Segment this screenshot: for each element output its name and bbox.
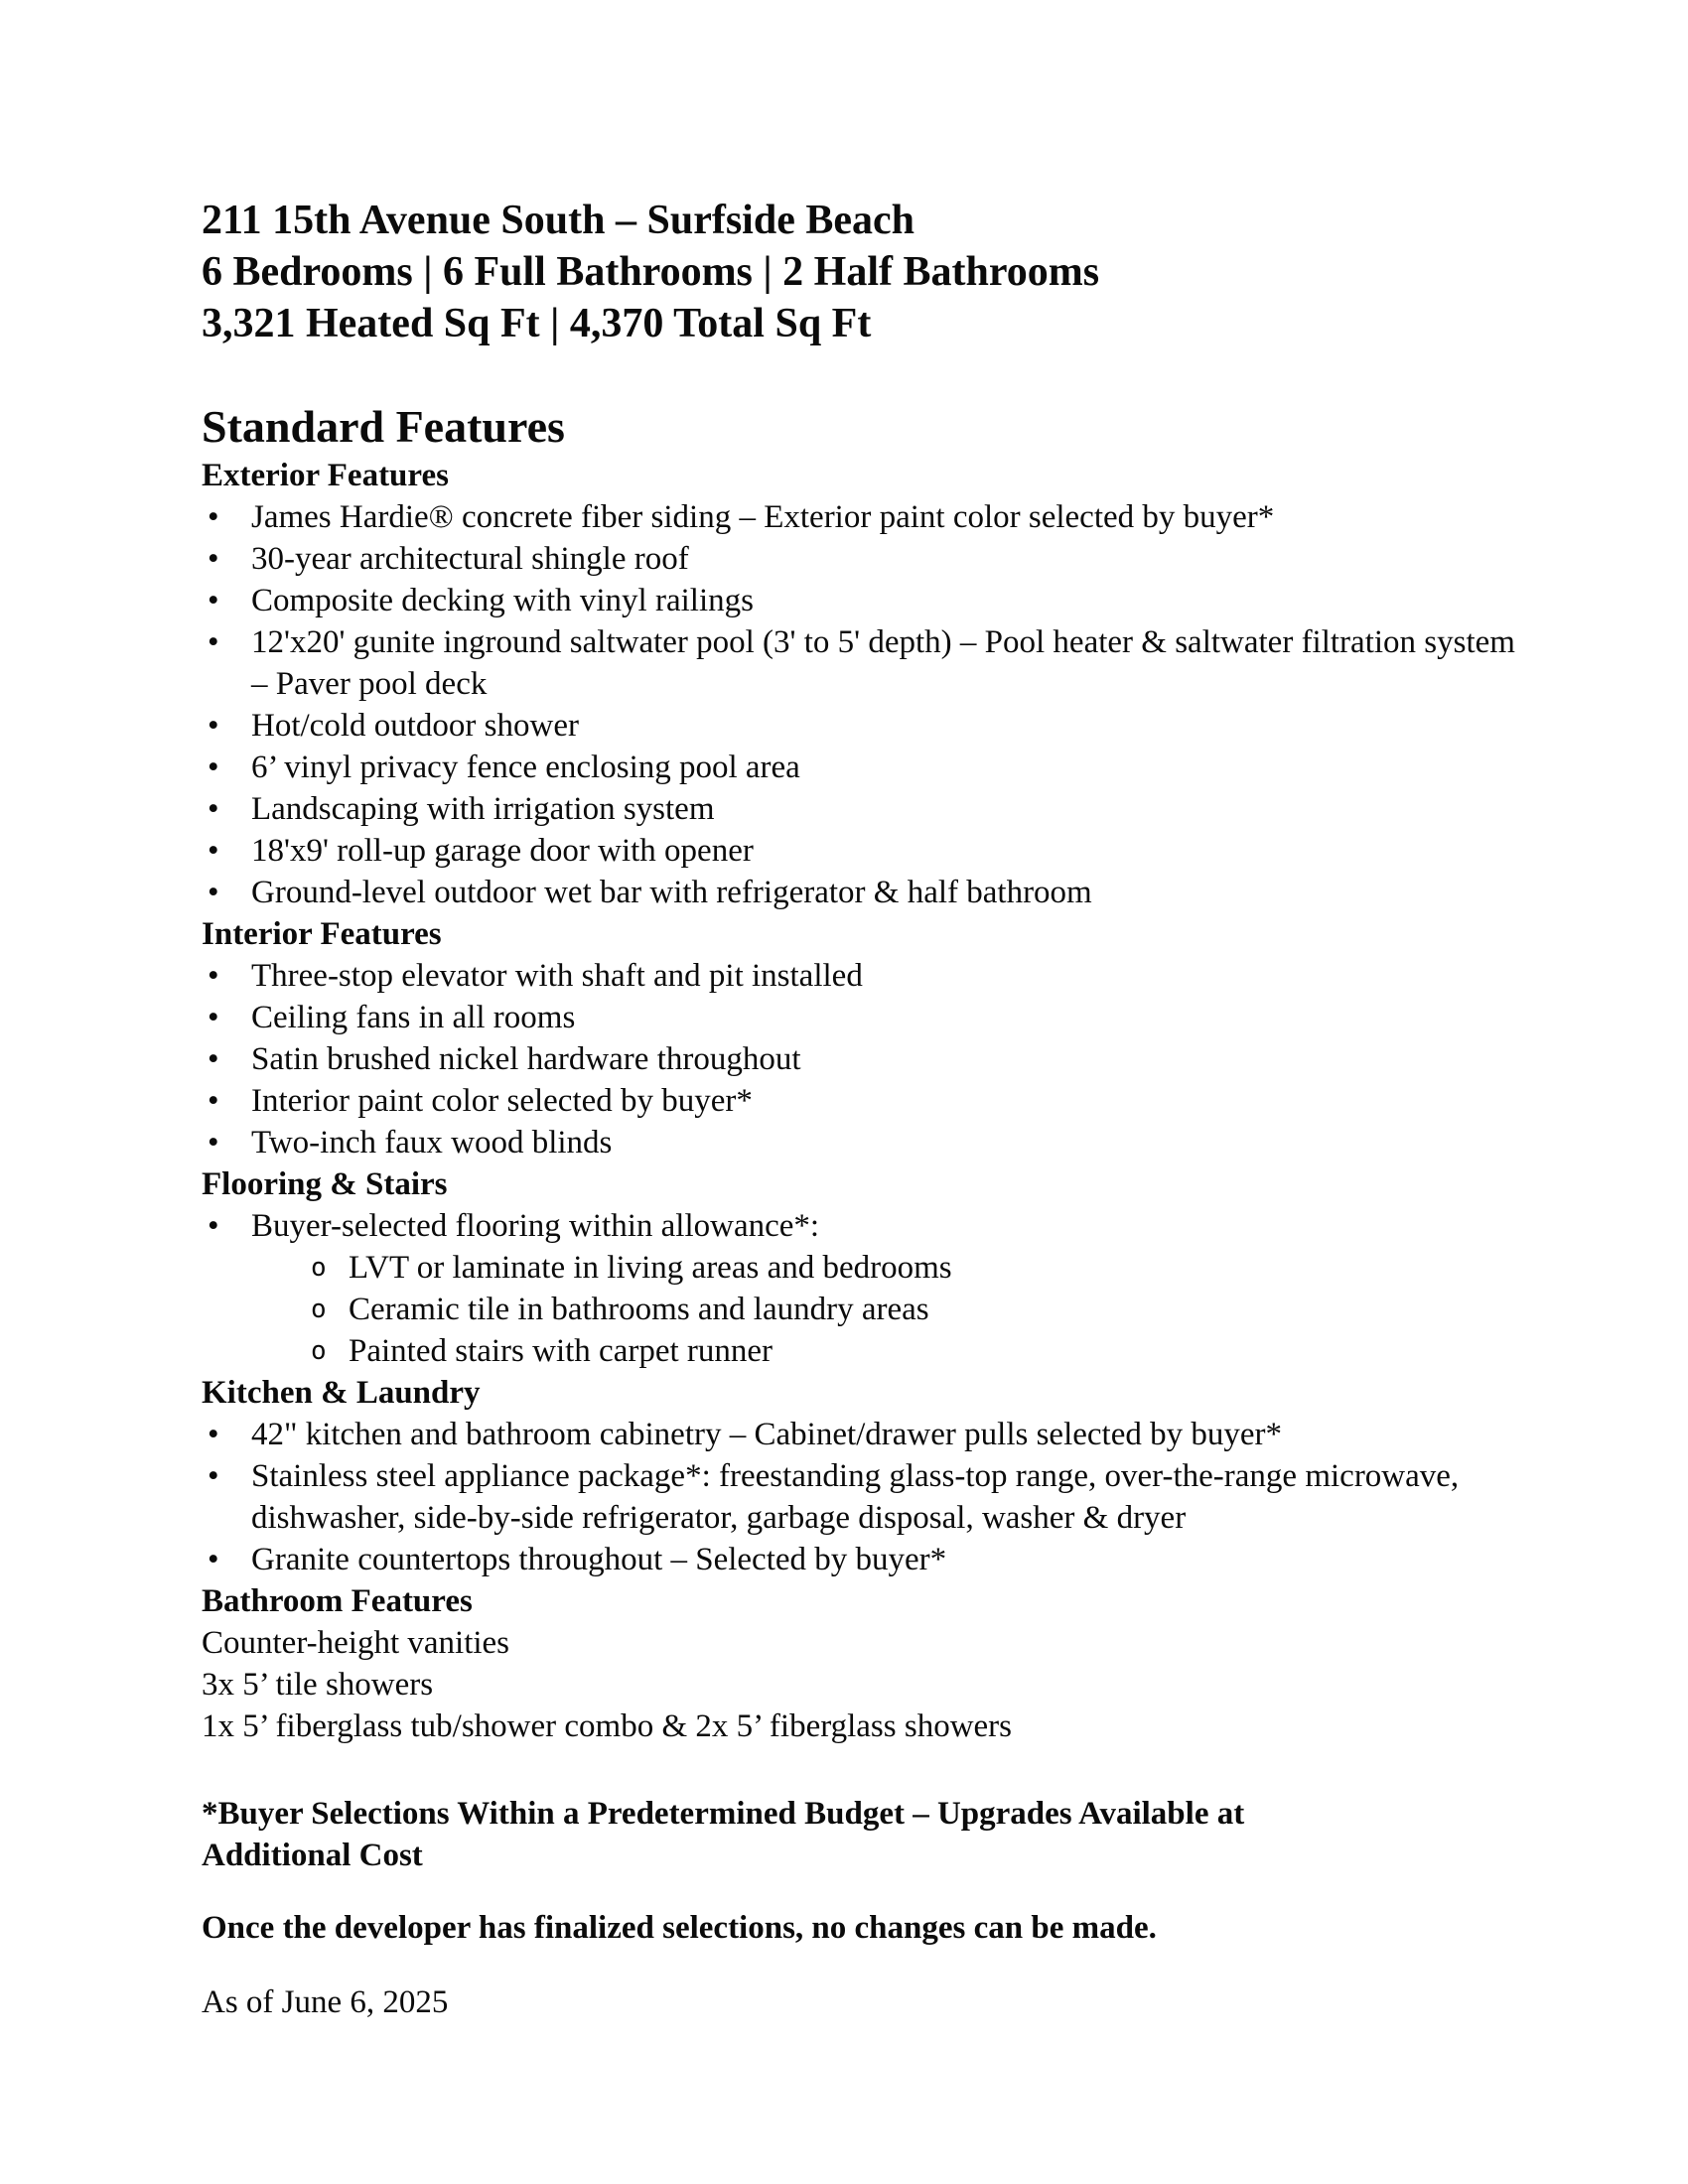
property-header <box>202 195 1529 349</box>
section-items <box>202 1622 1529 1747</box>
feature-bullet-item <box>202 1205 1529 1247</box>
bullet-icon: • <box>208 1041 219 1077</box>
feature-bullet-item <box>202 705 1529 747</box>
feature-text: 30-year architectural shingle roof <box>251 541 689 577</box>
feature-section <box>202 1372 1529 1580</box>
section-items <box>202 1414 1529 1580</box>
feature-sub-bullet-item <box>303 1289 1529 1330</box>
feature-bullet-item <box>202 1080 1529 1122</box>
standard-features-title: Standard Features <box>202 401 565 452</box>
bullet-icon: • <box>208 875 219 910</box>
feature-text: 42" kitchen and bathroom cabinetry – Cabinet/drawer pulls selected by buyer* <box>251 1417 1282 1452</box>
feature-text: Satin brushed nickel hardware throughout <box>251 1041 801 1077</box>
bullet-icon: • <box>208 624 219 660</box>
feature-bullet-item <box>202 872 1529 913</box>
feature-text: 6’ vinyl privacy fence enclosing pool area <box>251 750 800 785</box>
circle-bullet-icon: o <box>311 1336 327 1366</box>
feature-text: Composite decking with vinyl railings <box>251 583 754 618</box>
section-heading: Flooring & Stairs <box>202 1166 448 1202</box>
section-heading: Bathroom Features <box>202 1583 473 1619</box>
feature-sub-bullet-item <box>303 1247 1529 1289</box>
feature-text: LVT or laminate in living areas and bedrooms <box>349 1250 952 1286</box>
property-address: 211 15th Avenue South – Surfside Beach <box>202 198 914 243</box>
feature-text: Counter-height vanities <box>202 1625 510 1661</box>
feature-text: Two-inch faux wood blinds <box>251 1125 613 1160</box>
no-changes-note: Once the developer has finalized selections, no changes can be made. <box>202 1910 1157 1946</box>
feature-section <box>202 455 1529 913</box>
feature-text: 12'x20' gunite inground saltwater pool (3' to 5' depth) – Pool heater & saltwater filtration system – Paver pool deck <box>251 624 1515 702</box>
feature-bullet-item <box>202 788 1529 830</box>
bullet-icon: • <box>208 1125 219 1160</box>
feature-bullet-item <box>202 538 1529 580</box>
bullet-icon: • <box>208 958 219 994</box>
bullet-icon: • <box>208 750 219 785</box>
feature-text: Granite countertops throughout – Selected by buyer* <box>251 1542 947 1577</box>
property-sqft: 3,321 Heated Sq Ft | 4,370 Total Sq Ft <box>202 301 872 346</box>
bullet-icon: • <box>208 708 219 744</box>
section-items <box>202 955 1529 1163</box>
feature-text: Painted stairs with carpet runner <box>349 1333 774 1369</box>
bullet-icon: • <box>208 583 219 618</box>
feature-bullet-item <box>202 997 1529 1038</box>
feature-text: Stainless steel appliance package*: freestanding glass-top range, over-the-range microwave, dishwasher, side-by-side refrigerator, garbage disposal, washer & dryer <box>251 1458 1460 1536</box>
feature-bullet-item <box>202 830 1529 872</box>
bullet-icon: • <box>208 541 219 577</box>
feature-text: 18'x9' roll-up garage door with opener <box>251 833 754 869</box>
feature-section <box>202 913 1529 1163</box>
section-items <box>202 496 1529 913</box>
circle-bullet-icon: o <box>311 1295 327 1324</box>
circle-bullet-icon: o <box>311 1253 327 1283</box>
feature-text: Ground-level outdoor wet bar with refrigerator & half bathroom <box>251 875 1092 910</box>
feature-text: Interior paint color selected by buyer* <box>251 1083 753 1119</box>
feature-bullet-item <box>202 580 1529 621</box>
feature-bullet-item <box>202 1122 1529 1163</box>
feature-text: 3x 5’ tile showers <box>202 1667 434 1703</box>
buyer-selections-note: *Buyer Selections Within a Predetermined Budget – Upgrades Available at Additional Cost <box>202 1796 1245 1873</box>
feature-bullet-item <box>202 1414 1529 1455</box>
property-beds-baths: 6 Bedrooms | 6 Full Bathrooms | 2 Half Bathrooms <box>202 249 1100 295</box>
feature-text: Ceramic tile in bathrooms and laundry areas <box>349 1292 929 1327</box>
feature-plain-item <box>202 1706 1529 1747</box>
bullet-icon: • <box>208 1417 219 1452</box>
feature-text: Hot/cold outdoor shower <box>251 708 579 744</box>
section-heading: Interior Features <box>202 916 442 952</box>
feature-text: Landscaping with irrigation system <box>251 791 715 827</box>
bullet-icon: • <box>208 1000 219 1035</box>
section-heading: Exterior Features <box>202 458 449 493</box>
feature-sections <box>202 455 1529 1747</box>
feature-bullet-item <box>202 496 1529 538</box>
feature-text: Three-stop elevator with shaft and pit installed <box>251 958 863 994</box>
as-of-date: As of June 6, 2025 <box>202 1984 449 2020</box>
section-heading: Kitchen & Laundry <box>202 1375 481 1411</box>
feature-bullet-item <box>202 621 1529 705</box>
bullet-icon: • <box>208 833 219 869</box>
feature-plain-item <box>202 1622 1529 1664</box>
bullet-icon: • <box>208 1458 219 1494</box>
feature-bullet-item <box>202 747 1529 788</box>
feature-text: 1x 5’ fiberglass tub/shower combo & 2x 5’ fiberglass showers <box>202 1708 1013 1744</box>
feature-bullet-item <box>202 1539 1529 1580</box>
feature-bullet-item <box>202 1455 1529 1539</box>
feature-plain-item <box>202 1664 1529 1706</box>
feature-sub-bullet-item <box>303 1330 1529 1372</box>
section-items <box>202 1205 1529 1372</box>
bullet-icon: • <box>208 1208 219 1244</box>
feature-section <box>202 1163 1529 1372</box>
bullet-icon: • <box>208 791 219 827</box>
feature-section <box>202 1580 1529 1747</box>
bullet-icon: • <box>208 1542 219 1577</box>
feature-bullet-item <box>202 1038 1529 1080</box>
bullet-icon: • <box>208 1083 219 1119</box>
feature-bullet-item <box>202 955 1529 997</box>
feature-text: Buyer-selected flooring within allowance*: <box>251 1208 820 1244</box>
bullet-icon: • <box>208 499 219 535</box>
feature-text: Ceiling fans in all rooms <box>251 1000 576 1035</box>
feature-text: James Hardie® concrete fiber siding – Exterior paint color selected by buyer* <box>251 499 1275 535</box>
